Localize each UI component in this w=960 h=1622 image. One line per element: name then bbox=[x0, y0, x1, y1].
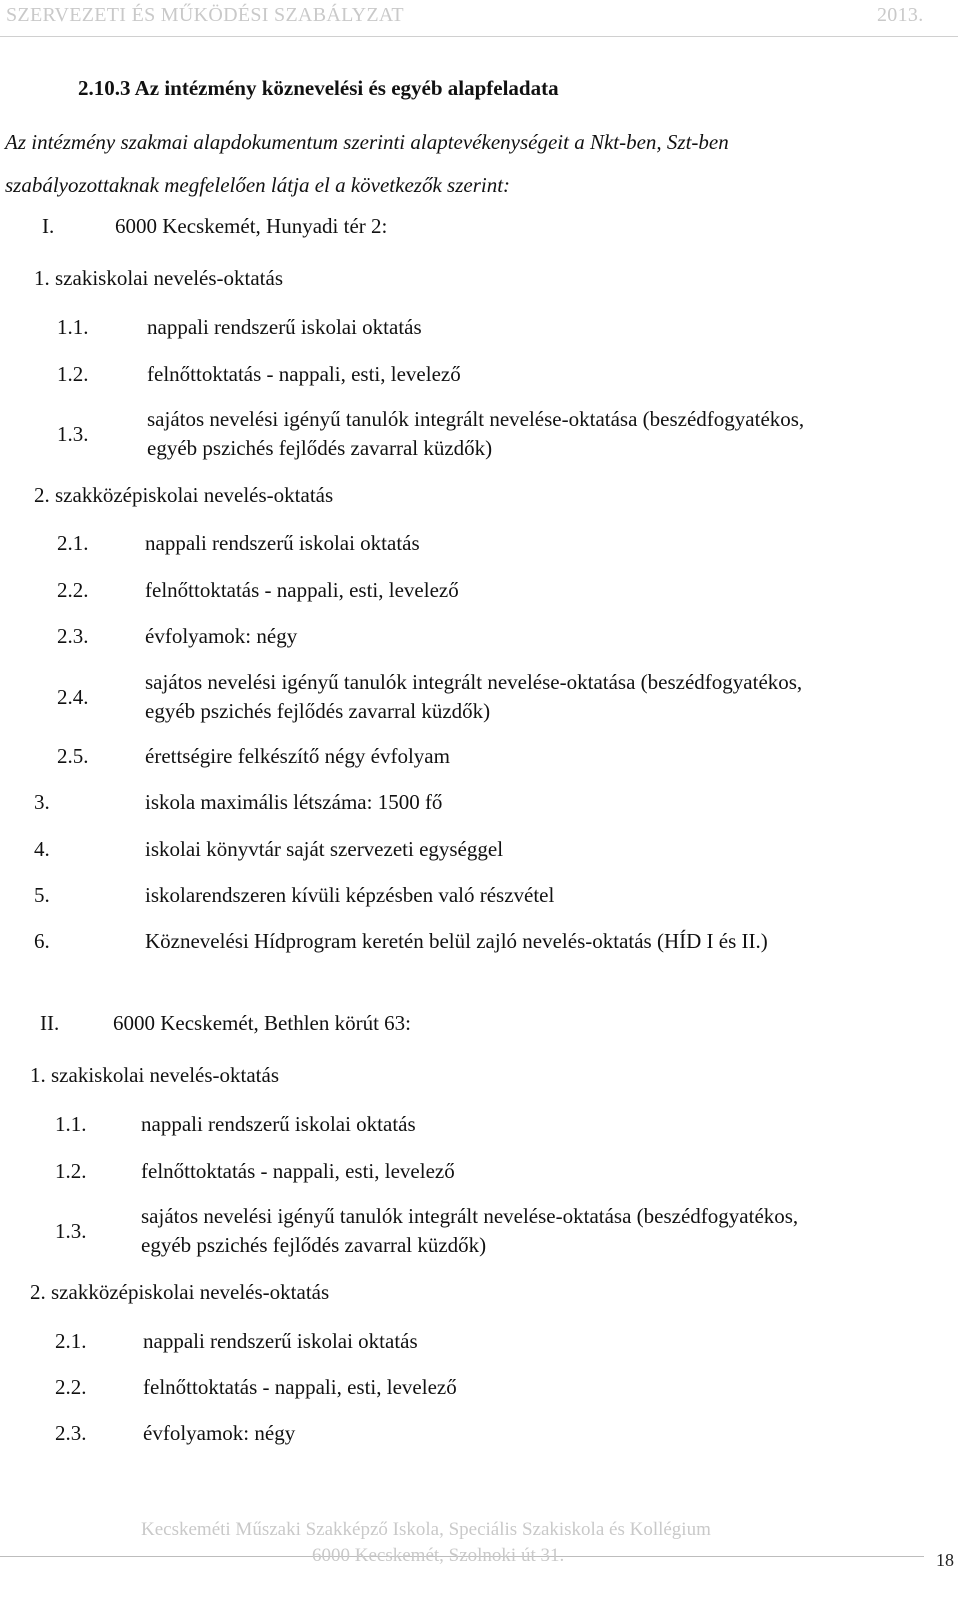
site1-item-number: 2.1. bbox=[57, 531, 89, 555]
site2-item-number: 1.1. bbox=[55, 1112, 87, 1136]
site1-item-text: felnőttoktatás - nappali, esti, levelező bbox=[145, 578, 459, 602]
site2-item-number: 2.1. bbox=[55, 1329, 87, 1353]
site1-item-number: 5. bbox=[34, 883, 50, 907]
site1-item-number: 2.4. bbox=[57, 685, 89, 709]
site1-item-text: iskolai könyvtár saját szervezeti egységgel bbox=[145, 837, 504, 861]
site1-group-1: 1. szakiskolai nevelés-oktatás bbox=[34, 266, 284, 290]
footer-address: 6000 Kecskemét, Szolnoki út 31. bbox=[312, 1545, 565, 1566]
site1-item-number: 1.3. bbox=[57, 422, 89, 446]
site1-item-number: 2.3. bbox=[57, 624, 89, 648]
header-year: 2013. bbox=[877, 4, 924, 26]
site2-address: 6000 Kecskemét, Bethlen körút 63: bbox=[113, 1011, 412, 1035]
page-number: 18 bbox=[936, 1550, 954, 1570]
header-divider bbox=[0, 36, 958, 37]
site1-item-text: felnőttoktatás - nappali, esti, levelező bbox=[147, 362, 461, 386]
site1-address: 6000 Kecskemét, Hunyadi tér 2: bbox=[115, 214, 388, 238]
site2-number: II. bbox=[40, 1011, 60, 1035]
site2-item-number: 1.2. bbox=[55, 1159, 87, 1183]
site1-item-number: 6. bbox=[34, 929, 50, 953]
site1-item-text: Köznevelési Hídprogram keretén belül zajló nevelés-oktatás (HÍD I és II.) bbox=[145, 929, 768, 953]
site2-item-number: 2.2. bbox=[55, 1375, 87, 1399]
site2-item-text: évfolyamok: négy bbox=[143, 1421, 296, 1445]
site2-item-text: nappali rendszerű iskolai oktatás bbox=[141, 1112, 416, 1136]
site1-item-text: érettségire felkészítő négy évfolyam bbox=[145, 744, 450, 768]
site1-number: I. bbox=[42, 214, 55, 238]
intro-line-2: szabályozottaknak megfelelően látja el a következők szerint: bbox=[5, 173, 511, 197]
site1-item-text: iskola maximális létszáma: 1500 fő bbox=[145, 790, 443, 814]
site1-item-text: iskolarendszeren kívüli képzésben való részvétel bbox=[145, 883, 555, 907]
site1-item-number: 1.2. bbox=[57, 362, 89, 386]
site1-item-number: 2.2. bbox=[57, 578, 89, 602]
site1-item-text: nappali rendszerű iskolai oktatás bbox=[145, 531, 420, 555]
site1-item-text-line2: egyéb pszichés fejlődés zavarral küzdők) bbox=[145, 699, 491, 723]
site2-group-2: 2. szakközépiskolai nevelés-oktatás bbox=[30, 1280, 330, 1304]
site2-item-text: felnőttoktatás - nappali, esti, levelező bbox=[141, 1159, 455, 1183]
site1-item-text-line1: sajátos nevelési igényű tanulók integrált nevelése-oktatása (beszédfogyatékos, bbox=[145, 670, 803, 694]
site1-item-number: 2.5. bbox=[57, 744, 89, 768]
site2-item-text-line1: sajátos nevelési igényű tanulók integrált nevelése-oktatása (beszédfogyatékos, bbox=[141, 1204, 799, 1228]
site1-item-number: 3. bbox=[34, 790, 50, 814]
site1-item-number: 4. bbox=[34, 837, 50, 861]
site2-item-number: 1.3. bbox=[55, 1219, 87, 1243]
site2-group-1: 1. szakiskolai nevelés-oktatás bbox=[30, 1063, 280, 1087]
site1-item-text: nappali rendszerű iskolai oktatás bbox=[147, 315, 422, 339]
site1-item-text: évfolyamok: négy bbox=[145, 624, 298, 648]
intro-line-1: Az intézmény szakmai alapdokumentum szerinti alaptevékenységeit a Nkt-ben, Szt-ben bbox=[5, 130, 729, 154]
site1-group-2: 2. szakközépiskolai nevelés-oktatás bbox=[34, 483, 334, 507]
site1-item-text-line2: egyéb pszichés fejlődés zavarral küzdők) bbox=[147, 436, 493, 460]
site2-item-text-line2: egyéb pszichés fejlődés zavarral küzdők) bbox=[141, 1233, 487, 1257]
site2-item-text: felnőttoktatás - nappali, esti, levelező bbox=[143, 1375, 457, 1399]
footer-institution: Kecskeméti Műszaki Szakképző Iskola, Speciális Szakiskola és Kollégium bbox=[141, 1519, 711, 1540]
site1-item-number: 1.1. bbox=[57, 315, 89, 339]
site2-item-number: 2.3. bbox=[55, 1421, 87, 1445]
section-heading: 2.10.3 Az intézmény köznevelési és egyéb alapfeladata bbox=[78, 76, 559, 100]
site1-item-text-line1: sajátos nevelési igényű tanulók integrált nevelése-oktatása (beszédfogyatékos, bbox=[147, 407, 805, 431]
header-title: SZERVEZETI ÉS MŰKÖDÉSI SZABÁLYZAT bbox=[6, 4, 404, 26]
site2-item-text: nappali rendszerű iskolai oktatás bbox=[143, 1329, 418, 1353]
